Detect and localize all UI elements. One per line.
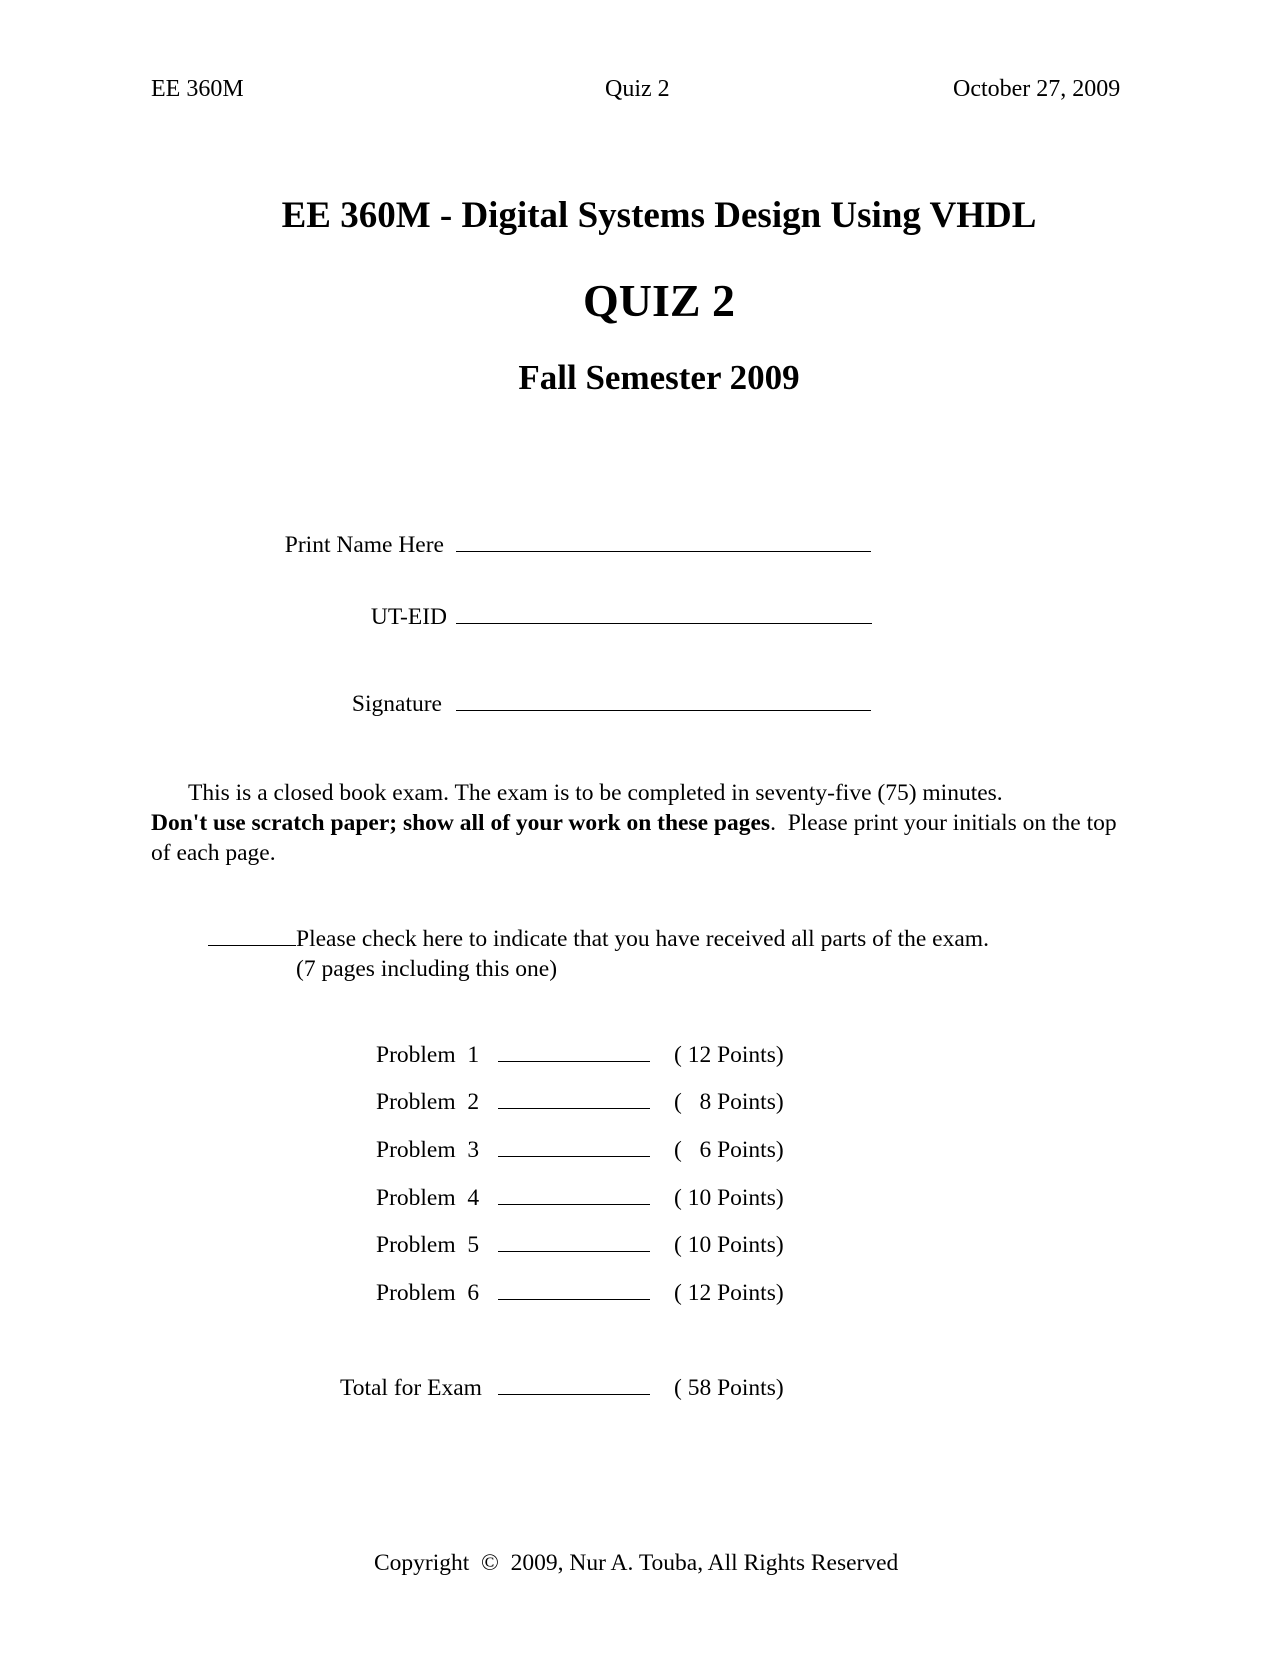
problem-points: ( 8 Points): [674, 1089, 784, 1115]
instructions-bold: Don't use scratch paper; show all of your work on these pages: [151, 810, 771, 836]
problem-row: [376, 1089, 796, 1119]
name-field: [150, 532, 871, 559]
problem-points: ( 12 Points): [674, 1042, 784, 1068]
problem-score-line[interactable]: [498, 1142, 650, 1157]
total-score-line[interactable]: [498, 1380, 650, 1395]
total-row: [340, 1375, 800, 1405]
problem-row: [376, 1185, 796, 1215]
name-label: Print Name Here: [284, 532, 444, 558]
check-text: Please check here to indicate that you have received all parts of the exam.: [296, 926, 989, 952]
problem-points: ( 10 Points): [674, 1185, 784, 1211]
problem-label: Problem 6: [376, 1280, 480, 1306]
signature-label: Signature: [351, 691, 442, 717]
header-date: October 27, 2009: [953, 76, 1121, 102]
problem-label: Problem 4: [376, 1185, 480, 1211]
quiz-title: QUIZ 2: [582, 275, 736, 326]
signature-line[interactable]: [456, 696, 871, 711]
header-course: EE 360M: [151, 76, 244, 102]
header-quiz: Quiz 2: [605, 76, 670, 102]
problem-points: ( 6 Points): [674, 1137, 784, 1163]
problem-score-line[interactable]: [498, 1237, 650, 1252]
problem-score-line[interactable]: [498, 1094, 650, 1109]
uteid-line[interactable]: [456, 609, 872, 624]
received-check: [208, 924, 989, 954]
pages-note: (7 pages including this one): [296, 956, 558, 982]
problem-points: ( 10 Points): [674, 1232, 784, 1258]
signature-field: [150, 691, 871, 718]
instructions: [151, 778, 1131, 868]
problem-points: ( 12 Points): [674, 1280, 784, 1306]
course-title: EE 360M - Digital Systems Design Using VHDL: [281, 195, 1037, 236]
problem-score-line[interactable]: [498, 1047, 650, 1062]
check-line[interactable]: [208, 931, 296, 946]
problem-row: [376, 1280, 796, 1310]
instructions-sentence1: This is a closed book exam. The exam is to be completed in seventy-five (75) minutes.: [188, 780, 1003, 806]
problem-row: [376, 1042, 796, 1072]
problem-label: Problem 1: [376, 1042, 480, 1068]
problem-score-line[interactable]: [498, 1285, 650, 1300]
problem-score-line[interactable]: [498, 1190, 650, 1205]
semester-title: Fall Semester 2009: [518, 358, 800, 397]
instructions-rest: . Please print your initials on the top of each page.: [151, 810, 1123, 866]
problem-label: Problem 3: [376, 1137, 480, 1163]
copyright-footer: Copyright © 2009, Nur A. Touba, All Rights Reserved: [374, 1550, 899, 1576]
uteid-label: UT-EID: [370, 604, 447, 630]
problem-label: Problem 2: [376, 1089, 480, 1115]
total-points: ( 58 Points): [674, 1375, 784, 1401]
name-line[interactable]: [456, 537, 871, 552]
uteid-field: [150, 604, 872, 631]
problem-row: [376, 1137, 796, 1167]
problem-label: Problem 5: [376, 1232, 480, 1258]
total-label: Total for Exam: [340, 1375, 482, 1401]
problem-row: [376, 1232, 796, 1262]
